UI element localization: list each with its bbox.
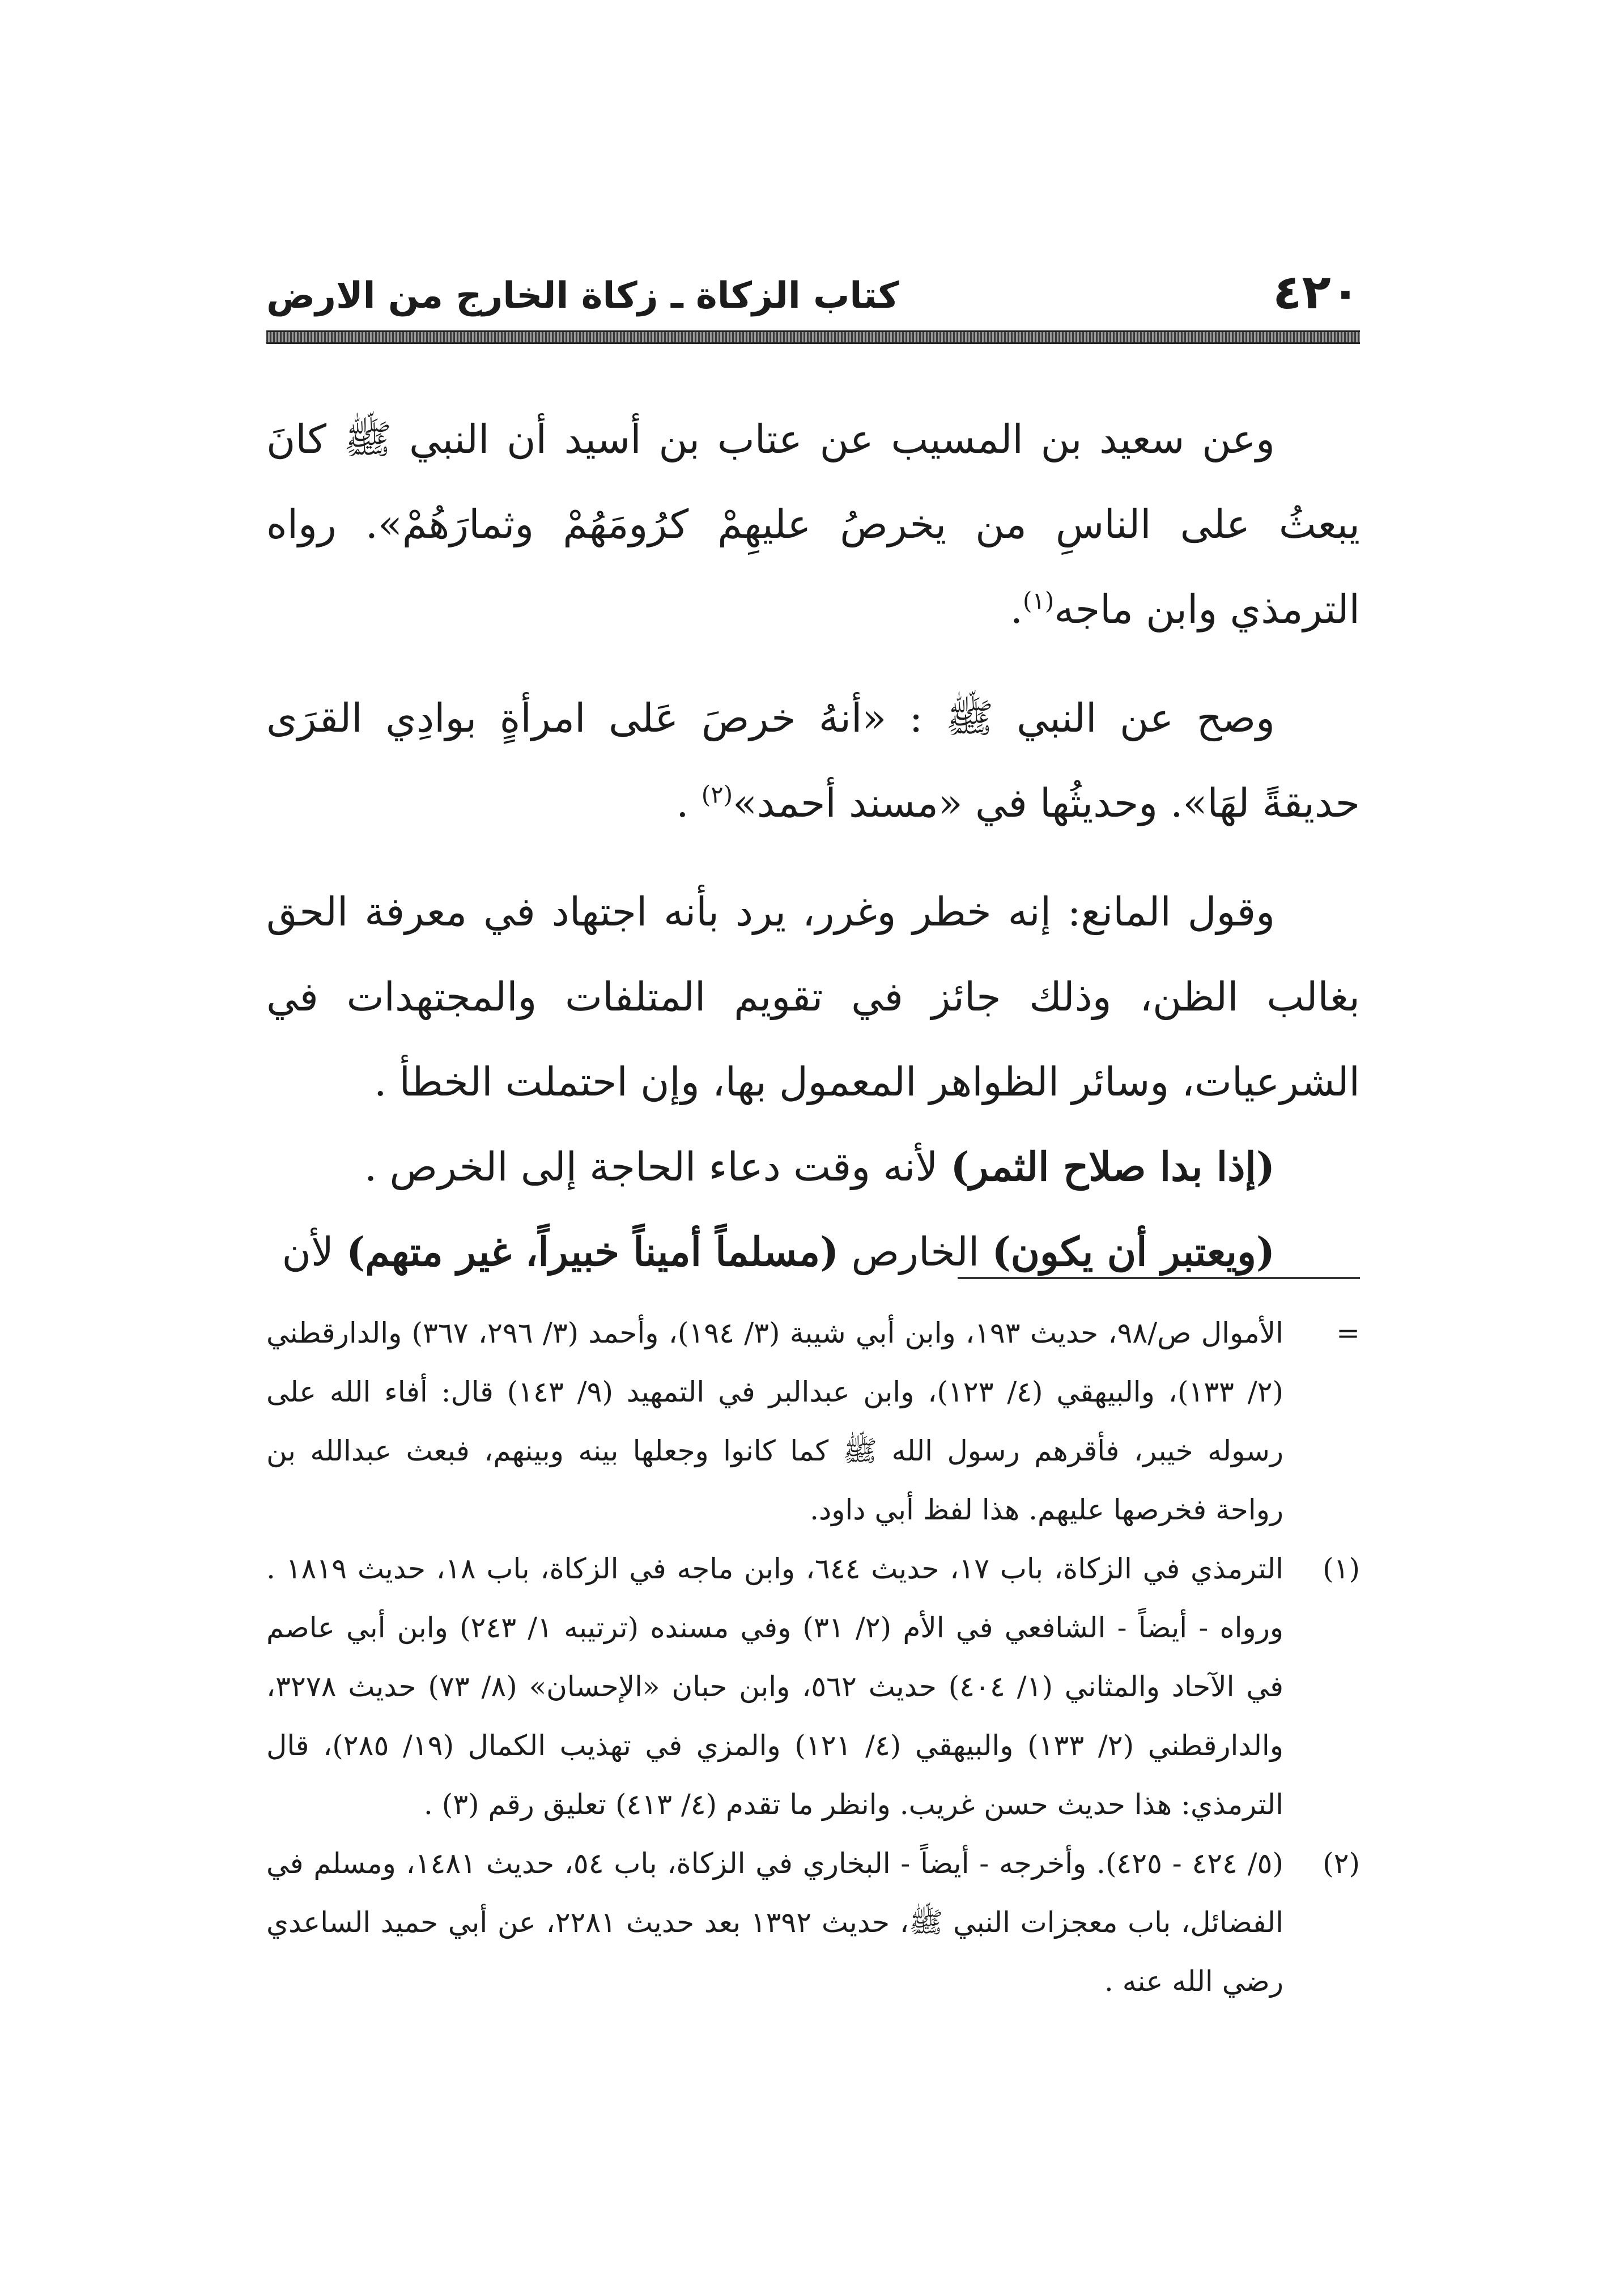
page-number: ٤٢٠ [1273,264,1360,320]
paragraph: وعن سعيد بن المسيب عن عتاب بن أسيد أن النبي ﷺ كانَ يبعثُ على الناسِ من يخرصُ عليهِمْ كرُومَهُمْ وثمارَهُمْ». رواه الترمذي وابن ماجه$^{(١)}$. [266,416,1360,632]
footnote-text: الترمذي في الزكاة، باب ١٧، حديث ٦٤٤، وابن ماجه في الزكاة، باب ١٨، حديث ١٨١٩ . ورواه - أيضاً - الشافعي في الأم (٢/ ٣١) وفي مسنده (ترتيبه ١/ ٢٤٣) وابن أبي عاصم في الآحاد والمثاني (١/ ٤٠٤) حديث ٥٦٢، وابن حبان «الإحسان» (٨/ ٧٣) حديث ٣٢٧٨، والدارقطني (٢/ ١٣٣) والبيهقي (٤/ ١٢١) والمزي في تهذيب الكمال (١٩/ ٢٨٥)، قال الترمذي: هذا حديث حسن غريب. وانظر ما تقدم (٤/ ٤١٣) تعليق رقم (٣) . [266,1552,1283,1821]
paragraph: (ويعتبر أن يكون) الخارص (مسلماً أميناً خبيراً، غير متهم) لأن [282,1228,1275,1275]
main-text [266,397,1360,1294]
matn-quote: (ويعتبر أن يكون) [992,1228,1275,1275]
page-header [266,258,1360,343]
paragraph: (إذا بدا صلاح الثمر) لأنه وقت دعاء الحاجة إلى الخرص . [364,1143,1275,1190]
footnote-mark: (١) [1323,1552,1360,1585]
footnote-text: الأموال ص/٩٨، حديث ١٩٣، وابن أبي شيبة (٣/ ١٩٤)، وأحمد (٣/ ٢٩٦، ٣٦٧) والدارقطني (٢/ ١٣٣)، والبيهقي (٤/ ١٢٣)، وابن عبدالبر في التمهيد (٩/ ١٤٣) قال: أفاء الله على رسوله خيبر، فأقرهم رسول الله ﷺ كما كانوا وجعلها بينه وبينهم، فبعث عبدالله بن رواحة فخرصها عليهم. هذا لفظ أبي داود. [266,1317,1284,1526]
matn-quote: (مسلماً أميناً خبيراً، غير متهم) [346,1228,839,1275]
footnote-mark: (٢) [1323,1847,1360,1880]
footnote [266,1303,1360,1539]
footnote-ref: (٢) [701,780,733,809]
footnotes [266,1303,1360,2011]
footnote [266,1539,1360,1834]
paragraph: وصح عن النبي ﷺ : «أنهُ خرصَ عَلى امرأةٍ بوادِي القرَى حديقةً لهَا». وحديثُها في «مسند أحمد»$^{(٢)}$ . [266,695,1360,826]
paragraph: وقول المانع: إنه خطر وغرر، يرد بأنه اجتهاد في معرفة الحق بغالب الظن، وذلك جائز في تقويم المتلفات والمجتهدات في الشرعيات، وسائر الظواهر المعمول بها، وإن احتملت الخطأ . [266,889,1360,1105]
footnote-ref: (١) [1022,587,1055,615]
matn-quote: (إذا بدا صلاح الثمر) [950,1143,1275,1190]
footnote-text: (٥/ ٤٢٤ - ٤٢٥). وأخرجه - أيضاً - البخاري في الزكاة، باب ٥٤، حديث ١٤٨١، ومسلم في الفضائل، باب معجزات النبي ﷺ، حديث ١٣٩٢ بعد حديث ٢٢٨١، عن أبي حميد الساعدي رضي الله عنه . [266,1847,1283,1998]
header-rule [266,330,1360,344]
footnote [266,1834,1360,2011]
footnote-mark: = [1336,1317,1360,1349]
running-title: كتاب الزكاة ـ زكاة الخارج من الارض [266,275,899,317]
footnote-separator [958,1277,1360,1279]
